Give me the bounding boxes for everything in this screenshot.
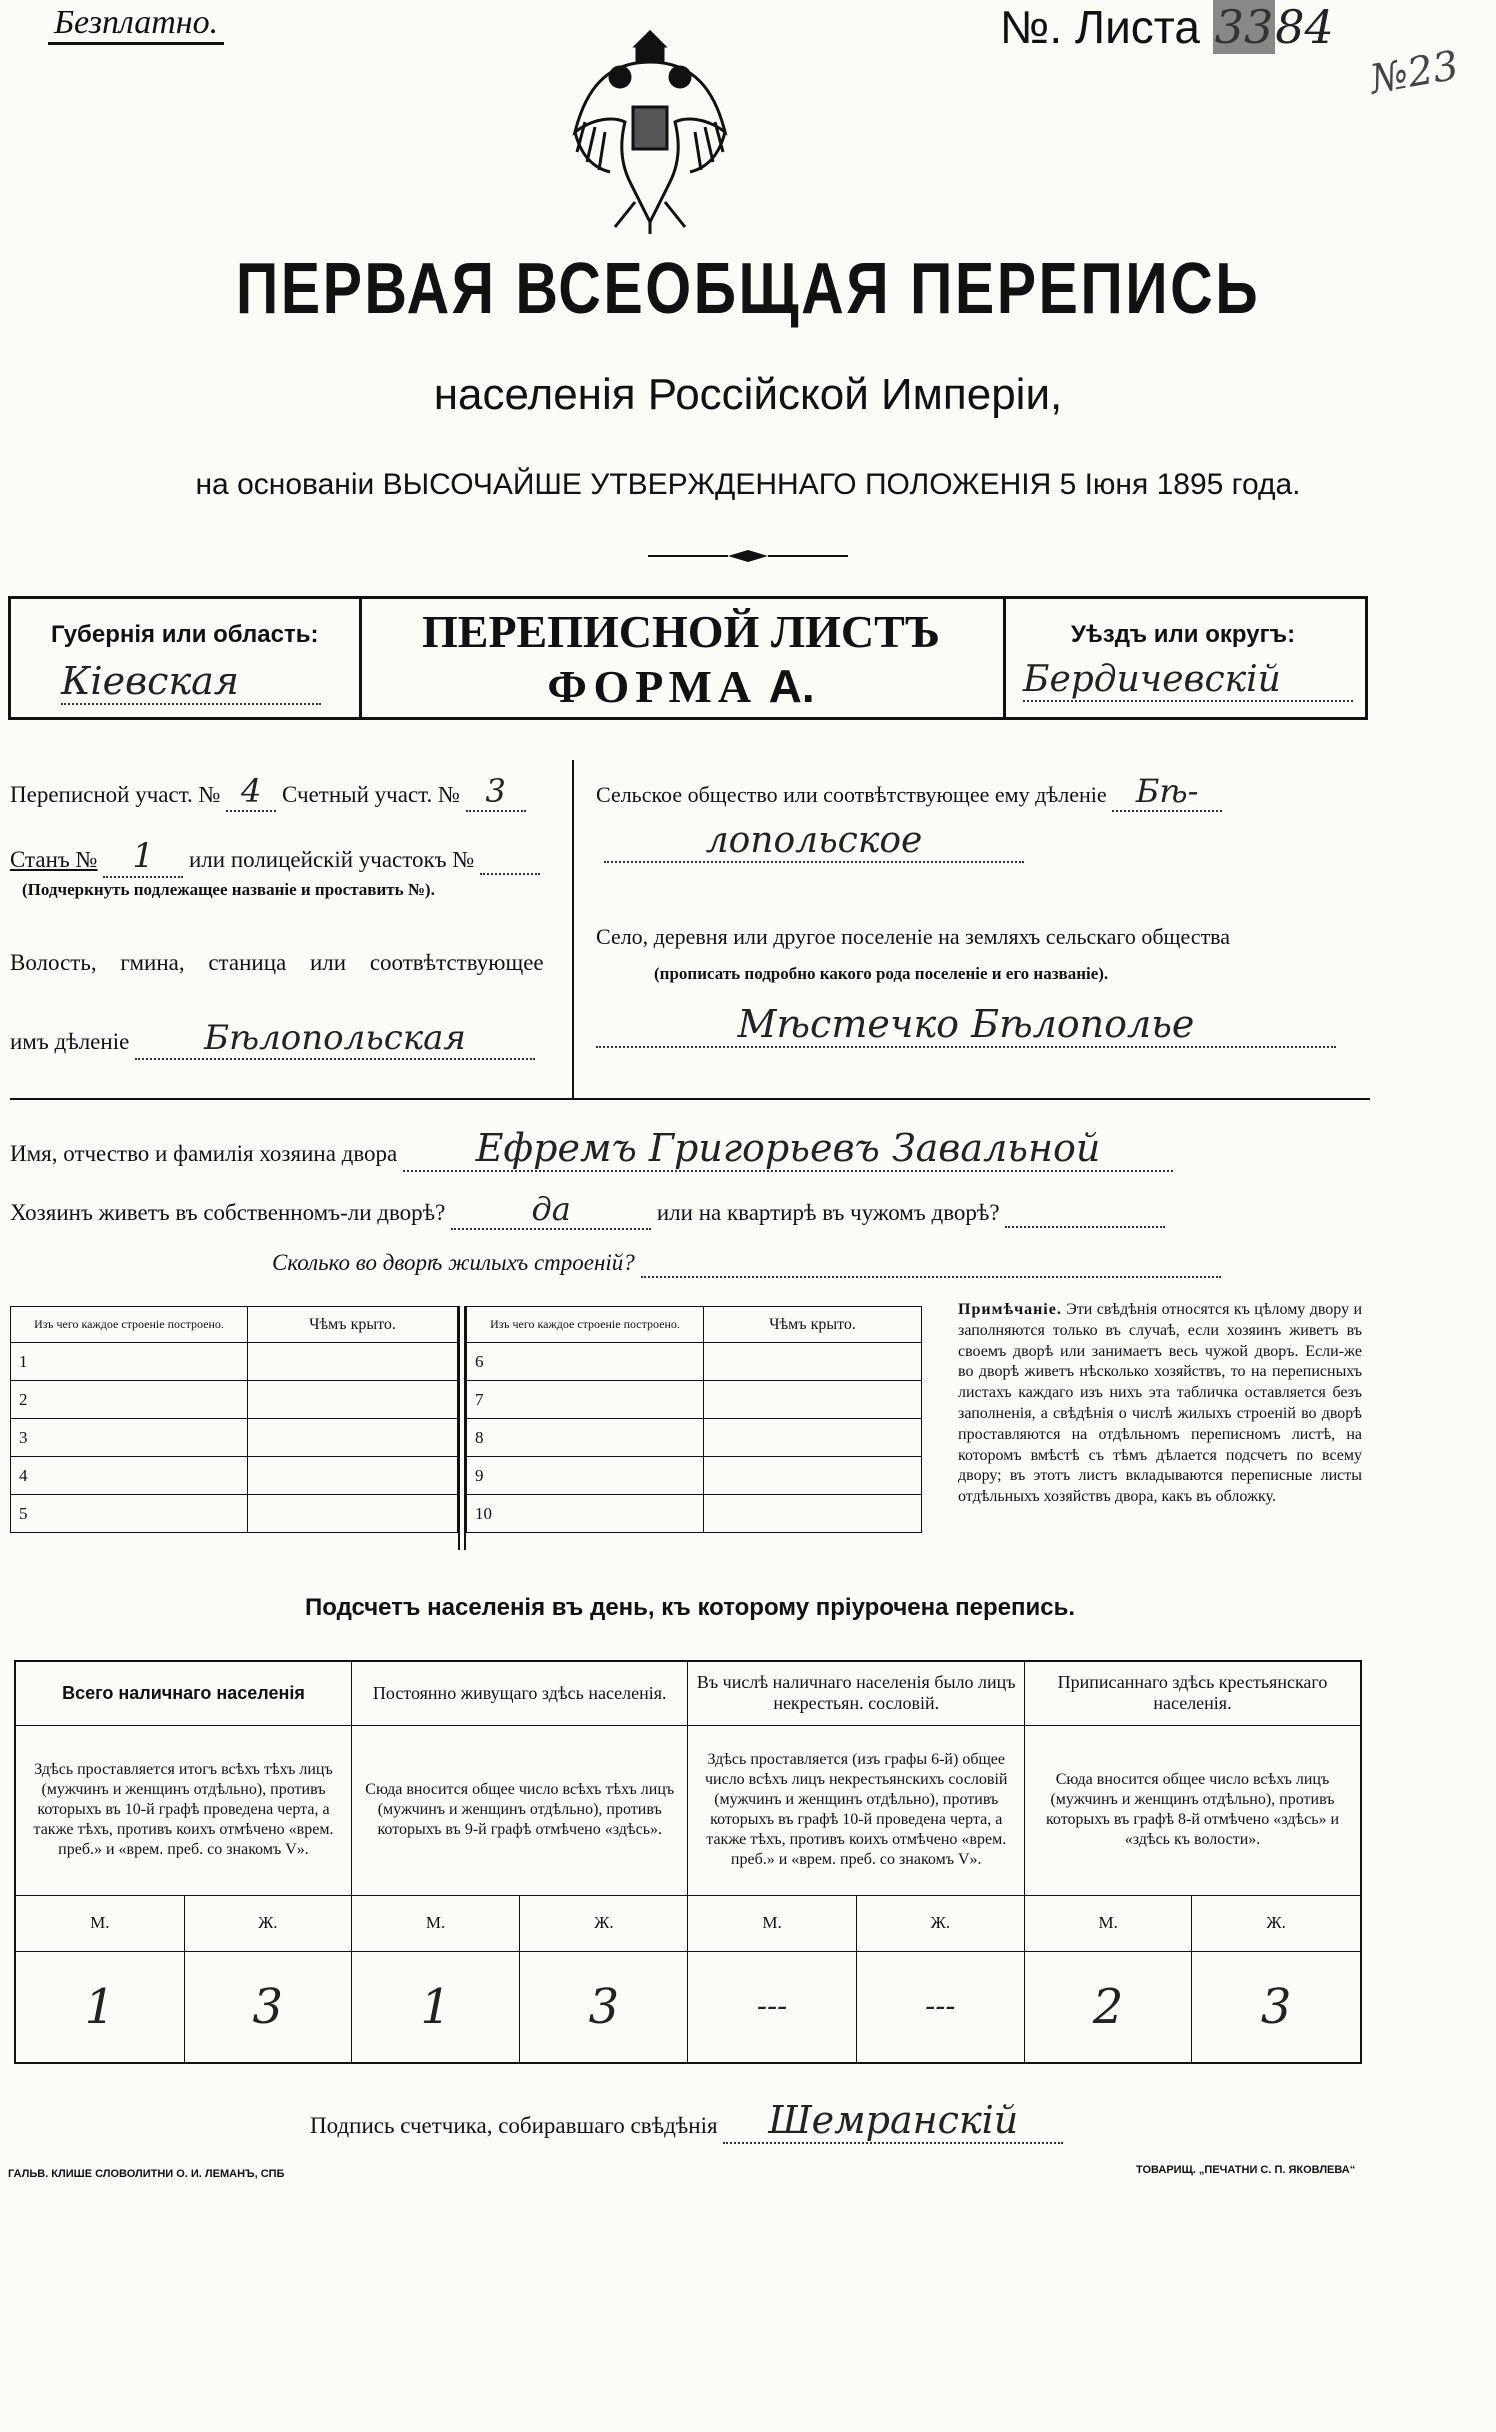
form-letter: А. <box>768 660 815 712</box>
table-header-row <box>467 1307 922 1343</box>
female-header: Ж. <box>856 1895 1024 1951</box>
police-value <box>480 847 540 875</box>
female-header: Ж. <box>184 1895 351 1951</box>
buildings-value <box>641 1250 1221 1278</box>
group-desc-row <box>15 1725 1361 1895</box>
own-yard-label: Хозяинъ живетъ въ собственномъ-ли дворѣ? <box>10 1200 446 1225</box>
table-row: 5 <box>11 1495 458 1533</box>
male-count: --- <box>688 1951 856 2063</box>
census-area-value: 4 <box>226 772 276 812</box>
male-header: М. <box>351 1895 519 1951</box>
table-row: 10 <box>467 1495 922 1533</box>
table-row: 9 <box>467 1457 922 1495</box>
own-yard-line <box>10 1190 1165 1230</box>
table-header-row <box>11 1307 458 1343</box>
police-label: или полицейскій участокъ № <box>188 847 475 872</box>
village-value: Мѣстечко Бѣлополье <box>596 1002 1336 1048</box>
female-count: 3 <box>1192 1951 1361 2063</box>
sheet-number <box>1000 0 1334 54</box>
female-count: 3 <box>520 1951 688 2063</box>
buildings-table-left <box>10 1306 458 1533</box>
table-row: 4 <box>11 1457 458 1495</box>
district-label: Уѣздъ или округъ: <box>1071 621 1296 648</box>
district-value: Бердичевскій <box>1023 659 1353 702</box>
group-title: Въ числѣ наличнаго населенія было лицъ некрестьян. сословій. <box>688 1661 1025 1725</box>
corner-mark: №23 <box>1366 42 1463 104</box>
note-title: Примѣчаніе. <box>958 1301 1062 1318</box>
population-totals-table <box>14 1660 1362 2064</box>
table-row: 1 <box>11 1343 458 1381</box>
male-count: 2 <box>1024 1951 1191 2063</box>
volost-label-2: имъ дѣленіе <box>10 1029 130 1054</box>
village-note: (прописать подробно какого рода поселеніе и его названіе). <box>654 964 1109 983</box>
male-header: М. <box>688 1895 856 1951</box>
stan-line <box>10 836 540 878</box>
group-title: Постоянно живущаго здѣсь населенія. <box>351 1661 688 1725</box>
stan-label: Станъ № <box>10 847 98 872</box>
note-text: Эти свѣдѣнія относятся къ цѣлому двору и заполняются только въ случаѣ, если хозяинъ живетъ въ своемъ дворѣ или занимаетъ весь чужой дворъ. Если-же во дворѣ живетъ нѣсколько хозяйствъ, то на переписныхъ листахъ каждаго изъ нихъ эта табличка оставляется безъ заполненія, а свѣдѣнія о числѣ жилыхъ строеній во дворѣ проставляются на отдѣльномъ переписномъ листѣ, на которомъ вмѣстѣ съ тѣмъ дѣлается подсчетъ по всему двору; въ этотъ листъ вкладываются переписные листы отдѣльныхъ хозяйствъ двора, какъ въ обложку. <box>958 1301 1363 1506</box>
group-desc: Здѣсь проставляется итогъ всѣхъ тѣхъ лицъ (мужчинъ и женщинъ отдѣльно), противъ которыхъ въ 10-й графѣ проведена черта, а также тѣхъ, противъ коихъ отмѣчено «врем. преб.» и «врем. преб. со знакомъ V». <box>15 1725 351 1895</box>
footer-printer-right: ТОВАРИЩ. „ПЕЧАТНИ С. П. ЯКОВЛЕВА“ <box>1136 2164 1356 2176</box>
male-count: 1 <box>15 1951 184 2063</box>
group-title: Всего наличнаго населенія <box>15 1661 351 1725</box>
group-title: Приписаннаго здѣсь крестьянскаго населенія. <box>1024 1661 1361 1725</box>
buildings-note <box>958 1300 1362 1508</box>
sheet-number-value: 84 <box>1275 0 1334 54</box>
village-label: Село, деревня или другое поселеніе на земляхъ сельскаго общества <box>596 924 1231 949</box>
male-header: М. <box>15 1895 184 1951</box>
material-header: Изъ чего каждое строеніе построено. <box>11 1307 248 1343</box>
female-header: Ж. <box>1192 1895 1361 1951</box>
middle-column-rule <box>572 760 574 1100</box>
society-label: Сельское общество или соотвѣтствующее ему дѣленіе <box>596 782 1107 807</box>
male-header: М. <box>1024 1895 1191 1951</box>
female-count: --- <box>856 1951 1024 2063</box>
census-area-line <box>10 772 526 812</box>
table-row: 2 <box>11 1381 458 1419</box>
buildings-table-right <box>466 1306 922 1533</box>
rent-value <box>1005 1200 1165 1228</box>
underline-note: (Подчеркнуть подлежащее названіе и проставить №). <box>22 880 435 899</box>
roof-header: Чѣмъ крыто. <box>248 1307 458 1343</box>
signature-line <box>310 2098 1063 2144</box>
female-header: Ж. <box>520 1895 688 1951</box>
sex-header-row <box>15 1895 1361 1951</box>
province-label: Губернія или область: <box>51 621 319 648</box>
block-separator <box>10 1098 1370 1100</box>
sheet-number-label: №. Листа <box>1000 1 1200 53</box>
totals-heading: Подсчетъ населенія въ день, къ которому пріурочена перепись. <box>305 1594 1075 1621</box>
province-value: Кіевская <box>61 659 321 705</box>
own-yard-value: да <box>451 1190 651 1230</box>
table-row: 3 <box>11 1419 458 1457</box>
form-title: ПЕРЕПИСНОЙ ЛИСТЪ <box>421 606 941 657</box>
footer-printer-left: ГАЛЬВ. КЛИШЕ СЛОВОЛИТНИ О. И. ЛЕМАНЪ, СПБ <box>8 2168 285 2180</box>
form-line <box>361 659 1001 713</box>
count-area-value: 3 <box>466 772 526 812</box>
owner-name-line <box>10 1126 1173 1172</box>
page-title: ПЕРВАЯ ВСЕОБЩАЯ ПЕРЕПИСЬ <box>235 249 1261 329</box>
basis-line: на основаніи ВЫСОЧАЙШЕ УТВЕРЖДЕННАГО ПОЛОЖЕНІЯ 5 Іюня 1895 года. <box>195 468 1301 501</box>
group-title-row <box>15 1661 1361 1725</box>
signature-value: Шемранскій <box>723 2098 1063 2144</box>
buildings-label: Сколько во дворѣ жилыхъ строеній? <box>272 1250 635 1275</box>
roof-header: Чѣмъ крыто. <box>704 1307 922 1343</box>
count-area-label: Счетный участ. № <box>281 782 460 807</box>
rent-label: или на квартирѣ въ чужомъ дворѣ? <box>656 1200 1000 1225</box>
owner-name-label: Имя, отчество и фамилія хозяина двора <box>10 1141 398 1166</box>
society-value-1: Бѣ- <box>1112 772 1222 812</box>
free-label: Безплатно. <box>54 4 219 41</box>
table-row: 8 <box>467 1419 922 1457</box>
header-box <box>8 596 1368 720</box>
owner-name-value: Ефремъ Григорьевъ Завальной <box>403 1126 1173 1172</box>
census-area-label: Переписной участ. № <box>10 782 221 807</box>
material-header: Изъ чего каждое строеніе построено. <box>467 1307 704 1343</box>
volost-value: Бѣлопольская <box>135 1018 535 1060</box>
ornament-divider <box>648 548 848 564</box>
sheet-number-struck: 33 <box>1214 0 1274 54</box>
signature-label: Подпись счетчика, собиравшаго свѣдѣнія <box>310 2113 718 2138</box>
female-count: 3 <box>184 1951 351 2063</box>
group-desc: Сюда вносится общее число всѣхъ тѣхъ лицъ (мужчинъ и женщинъ отдѣльно), противъ которыхъ въ 9-й графѣ отмѣчено «здѣсь». <box>351 1725 688 1895</box>
male-count: 1 <box>351 1951 519 2063</box>
society-line <box>596 772 1222 812</box>
form-label: ФОРМА <box>547 661 758 712</box>
box-divider-right <box>1003 599 1006 717</box>
page-subtitle: населенія Россійской Имперіи, <box>433 370 1063 419</box>
society-value-2: лопольское <box>604 820 1024 863</box>
table-row: 6 <box>467 1343 922 1381</box>
group-desc: Сюда вносится общее число всѣхъ лицъ (мужчинъ и женщинъ отдѣльно), противъ которыхъ въ графѣ 8-й отмѣчено «здѣсь» и «здѣсь къ волости». <box>1024 1725 1361 1895</box>
buildings-question <box>272 1250 1221 1278</box>
values-row <box>15 1951 1361 2063</box>
double-headed-eagle-emblem <box>565 22 735 237</box>
stan-value: 1 <box>103 836 183 878</box>
table-double-rule <box>458 1306 466 1550</box>
volost-label: Волость, гмина, станица или соотвѣтствующее <box>10 950 544 975</box>
group-desc: Здѣсь проставляется (изъ графы 6-й) общее число всѣхъ лицъ некрестьянскихъ сословій (мужчинъ и женщинъ отдѣльно), противъ которыхъ въ графѣ 10-й проведена черта, а также тѣхъ, противъ коихъ отмѣчено «врем. преб.» и «врем. преб. со знакомъ V». <box>688 1725 1025 1895</box>
table-row: 7 <box>467 1381 922 1419</box>
volost-line <box>10 1018 535 1060</box>
free-stamp <box>48 4 224 45</box>
